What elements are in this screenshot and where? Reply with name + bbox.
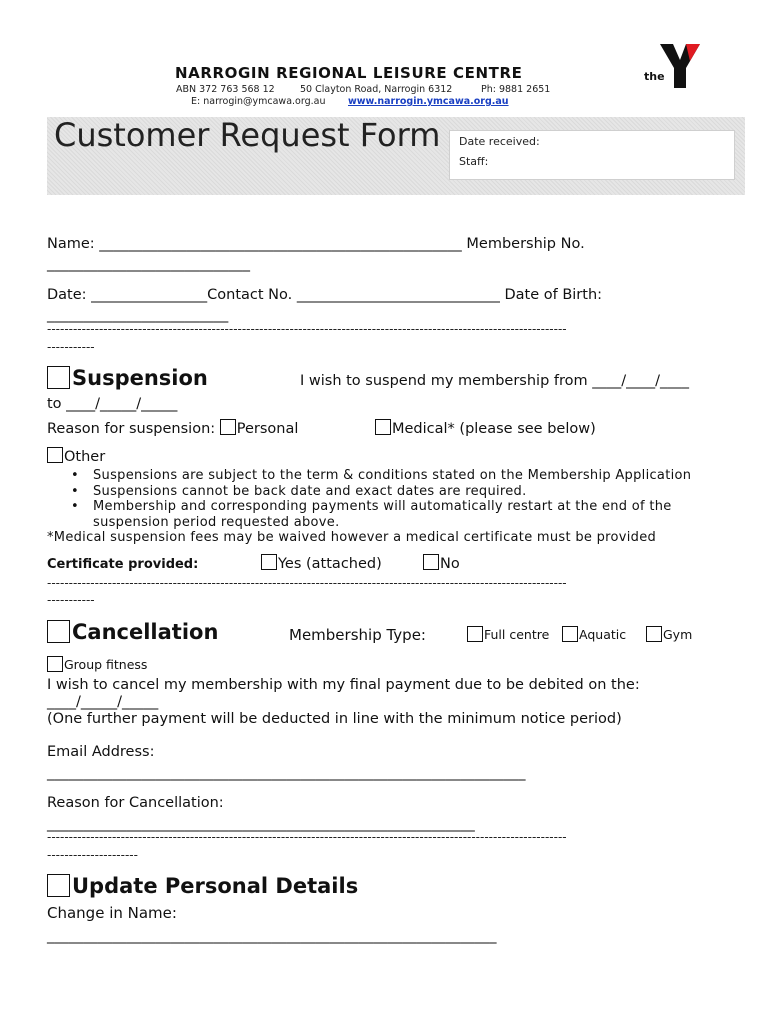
section-divider: ------------------------------------------------------------------------------------------------------------------------ <box>47 322 567 336</box>
list-item: • Suspensions cannot be back date and exact dates are required. <box>47 484 737 500</box>
organisation-address: 50 Clayton Road, Narrogin 6312 <box>300 84 453 95</box>
certificate-yes-label: Yes (attached) <box>278 556 382 572</box>
email-input-line[interactable]: __________________________________________________________________ <box>47 765 526 781</box>
cancellation-checkbox[interactable] <box>47 620 70 643</box>
suspension-reason-row <box>47 421 298 437</box>
update-details-heading-text: Update Personal Details <box>72 874 359 898</box>
group-fitness-checkbox[interactable] <box>47 656 63 672</box>
cancellation-heading[interactable] <box>47 620 218 645</box>
certificate-no-option[interactable] <box>423 556 460 572</box>
date-received-label: Date received: <box>459 135 540 148</box>
medical-option[interactable] <box>375 421 596 437</box>
section-divider: ------------------------------------------------------------------------------------------------------------------------ <box>47 830 567 844</box>
organisation-phone: Ph: 9881 2651 <box>481 84 551 95</box>
page-title: Customer Request Form <box>54 116 441 154</box>
aquatic-checkbox[interactable] <box>562 626 578 642</box>
section-divider: ------------------------------------------------------------------------------------------------------------------------ <box>47 576 567 590</box>
organisation-website-link[interactable]: www.narrogin.ymcawa.org.au <box>348 96 509 107</box>
section-divider-tail: ----------- <box>47 340 95 354</box>
membership-type-label: Membership Type: <box>289 626 426 644</box>
organisation-name: NARROGIN REGIONAL LEISURE CENTRE <box>175 64 523 82</box>
medical-note: *Medical suspension fees may be waived however a medical certificate must be provided <box>47 530 657 545</box>
full-centre-checkbox[interactable] <box>467 626 483 642</box>
suspension-reason-label: Reason for suspension: <box>47 421 216 437</box>
full-centre-option[interactable] <box>467 627 549 644</box>
personal-label: Personal <box>236 421 299 437</box>
gym-option[interactable] <box>646 627 692 644</box>
certificate-yes-checkbox[interactable] <box>261 554 277 570</box>
date-contact-row <box>47 287 602 303</box>
gym-checkbox[interactable] <box>646 626 662 642</box>
full-centre-label: Full centre <box>484 627 550 642</box>
other-option[interactable] <box>47 449 105 465</box>
suspension-heading-text: Suspension <box>72 366 208 390</box>
dob-input-line[interactable]: _________________________ <box>47 307 229 323</box>
logo-the-text: the <box>644 70 665 83</box>
change-name-label: Change in Name: <box>47 904 177 922</box>
date-input-line[interactable]: ________________ <box>91 287 208 303</box>
name-input-line[interactable]: __________________________________________________ <box>99 236 462 252</box>
update-details-checkbox[interactable] <box>47 874 70 897</box>
name-field[interactable] <box>47 236 585 252</box>
list-item: • Suspensions are subject to the term & conditions stated on the Membership Application <box>47 468 737 484</box>
medical-checkbox[interactable] <box>375 419 391 435</box>
cancel-reason-label: Reason for Cancellation: <box>47 795 224 811</box>
suspend-to-text[interactable]: to ____/_____/_____ <box>47 396 178 412</box>
office-use-box <box>449 130 735 180</box>
date-label: Date: <box>47 287 87 303</box>
other-label: Other <box>64 449 106 465</box>
change-name-input-line[interactable]: ______________________________________________________________ <box>47 928 497 944</box>
section-divider-tail: --------------------- <box>47 848 138 862</box>
membership-label: Membership No. <box>466 236 585 252</box>
organisation-email: E: narrogin@ymcawa.org.au <box>191 96 326 107</box>
section-divider-tail: ----------- <box>47 593 95 607</box>
contact-input-line[interactable]: ____________________________ <box>296 287 500 303</box>
staff-label: Staff: <box>459 155 489 168</box>
aquatic-option[interactable] <box>562 627 626 644</box>
organisation-abn: ABN 372 763 568 12 <box>176 84 275 95</box>
personal-checkbox[interactable] <box>220 419 236 435</box>
medical-label: Medical* (please see below) <box>392 421 596 437</box>
cancellation-heading-text: Cancellation <box>72 620 219 644</box>
other-checkbox[interactable] <box>47 447 63 463</box>
group-fitness-label: Group fitness <box>64 657 148 672</box>
membership-input-line[interactable]: ____________________________ <box>47 256 250 272</box>
contact-label: Contact No. <box>207 287 293 303</box>
certificate-yes-option[interactable] <box>261 556 382 572</box>
suspension-checkbox[interactable] <box>47 366 70 389</box>
suspend-from-text[interactable]: I wish to suspend my membership from ____/____/____ <box>300 373 690 389</box>
dob-label: Date of Birth: <box>504 287 603 303</box>
update-details-heading[interactable] <box>47 874 358 899</box>
cancel-date-line[interactable]: ____/_____/_____ <box>47 694 159 710</box>
suspension-heading[interactable] <box>47 366 208 391</box>
aquatic-label: Aquatic <box>579 627 627 642</box>
cancel-reason-input-line[interactable]: ___________________________________________________________ <box>47 816 475 832</box>
payment-note: (One further payment will be deducted in line with the minimum notice period) <box>47 711 622 727</box>
certificate-label: Certificate provided: <box>47 557 199 572</box>
suspension-terms-list <box>47 468 737 530</box>
list-item: • Membership and corresponding payments will automatically restart at the end of the suspension period requested above. <box>47 499 737 530</box>
cancel-wish-text: I wish to cancel my membership with my final payment due to be debited on the: <box>47 677 640 693</box>
ymca-logo <box>642 42 706 90</box>
gym-label: Gym <box>663 627 693 642</box>
email-label: Email Address: <box>47 744 155 760</box>
name-label: Name: <box>47 236 95 252</box>
certificate-no-label: No <box>440 556 460 572</box>
group-fitness-option[interactable] <box>47 657 147 674</box>
certificate-no-checkbox[interactable] <box>423 554 439 570</box>
